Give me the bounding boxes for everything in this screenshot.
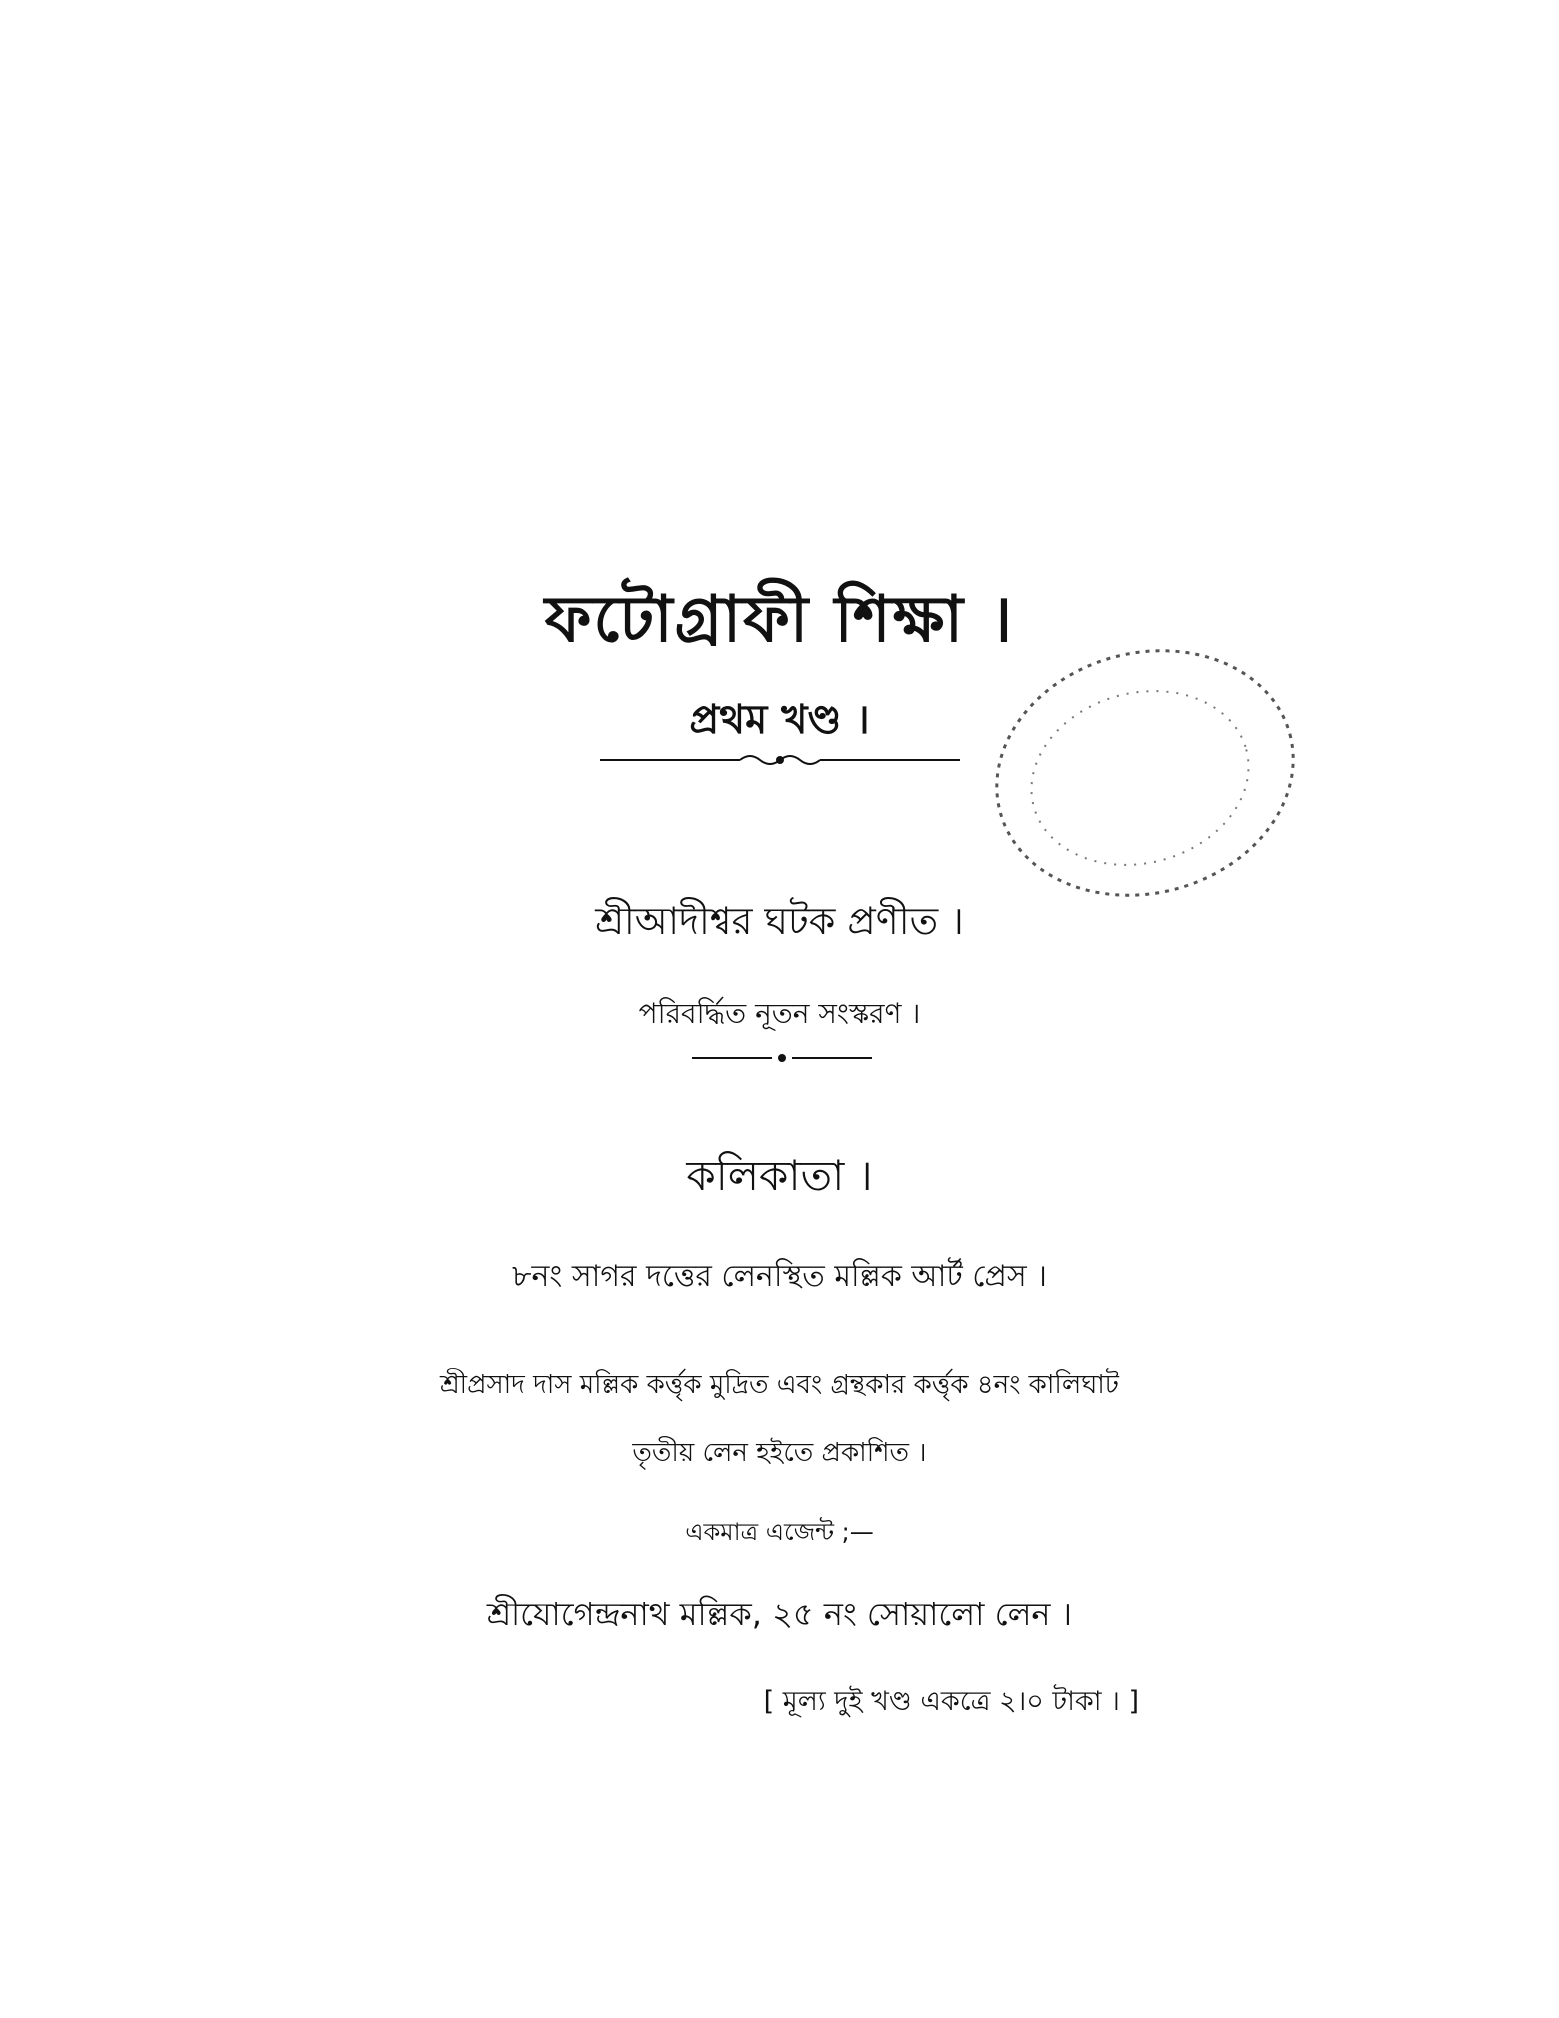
author-line: শ্রীআদীশ্বর ঘটক প্রণীত । [595,899,964,943]
printer-line-2: তৃতীয় লেন হইতে প্রকাশিত । [632,1438,927,1468]
small-divider [692,1050,872,1066]
faded-stamp [980,628,1310,918]
volume-label: প্রথম খণ্ড । [689,697,870,743]
edition-line: পরিবর্দ্ধিত নূতন সংস্করণ । [638,997,921,1030]
agent-line: শ্রীযোগেন্দ্রনাথ মল্লিক, ২৫ নং সোয়ালো লেন । [486,1595,1073,1633]
press-line: ৮নং সাগর দত্তের লেনস্থিত মল্লিক আর্ট প্রেস । [512,1259,1047,1294]
printer-line-1: শ্রীপ্রসাদ দাস মল্লিক কর্ত্তৃক মুদ্রিত এবং গ্রন্থকার কর্ত্তৃক ৪নং কালিঘাট [440,1370,1119,1400]
price-note: [ মূল্য দুই খণ্ড একত্রে ২।০ টাকা । ] [763,1686,1139,1717]
ornamental-divider [600,745,960,775]
agent-label: একমাত্র এজেন্ট ;— [685,1518,874,1546]
book-title: ফটোগ্রাফী শিক্ষা । [544,583,1015,657]
publication-place: কলিকাতা । [686,1151,873,1200]
